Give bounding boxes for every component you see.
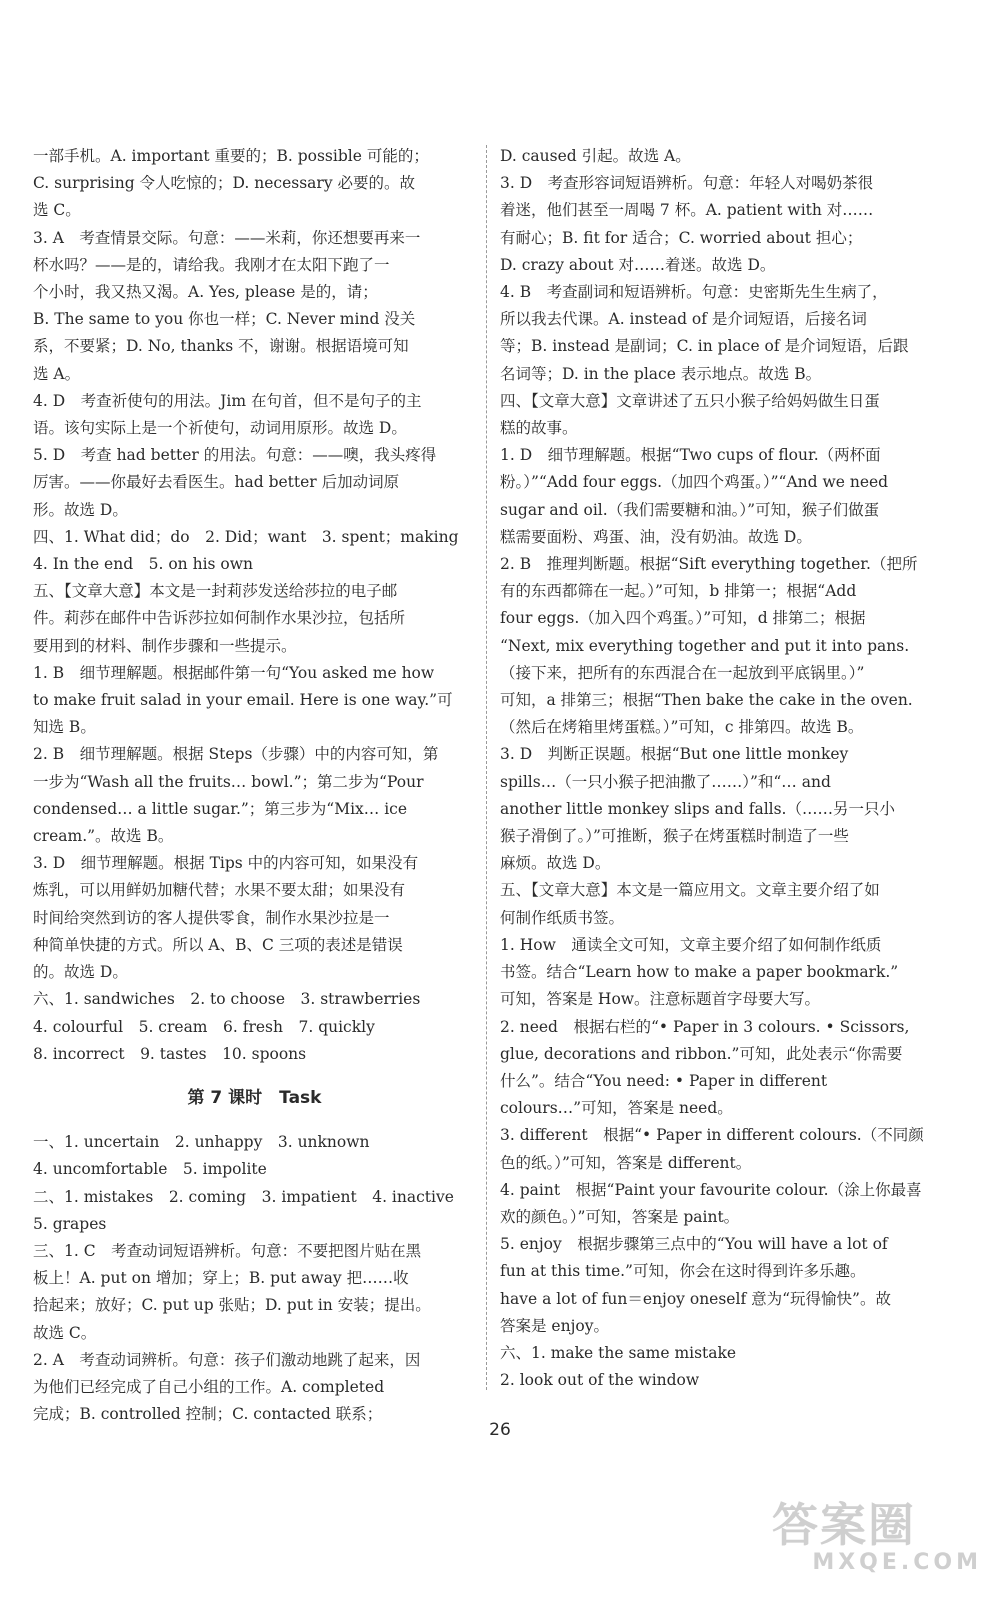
left-line: 要用到的材料、制作步骤和一些提示。 [33, 636, 297, 655]
right-line: D. crazy about 对……着迷。故选 D。 [500, 255, 776, 274]
right-line: “Next, mix everything together and put it into pans. [500, 636, 910, 655]
right-line: 着迷，他们甚至一周喝 7 杯。A. patient with 对…… [500, 201, 874, 220]
left-line: 3. A 考查情景交际。句意：——米莉，你还想要再来一 [33, 228, 421, 247]
right-line: colours…”可知，答案是 need。 [500, 1099, 733, 1118]
left-line: to make fruit salad in your email. Here is one way.”可 [33, 691, 453, 710]
left-line: 1. B 细节理解题。根据邮件第一句“You asked me how [33, 663, 435, 682]
right-line: 有耐心；B. fit for 适合；C. worried about 担心； [500, 228, 863, 247]
right-line: 五、【文章大意】本文是一篇应用文。文章主要介绍了如 [500, 881, 880, 900]
watermark-url: MXQE.COM [812, 1550, 982, 1575]
left-line: 5. D 考查 had better 的用法。句意：——噢，我头疼得 [33, 446, 437, 465]
right-line: 色的纸。）”可知，答案是 different。 [500, 1153, 752, 1172]
left-line: 件。莉莎在邮件中告诉莎拉如何制作水果沙拉，包括所 [33, 609, 406, 628]
site-watermark [772, 1498, 982, 1575]
left-line: 8. incorrect 9. tastes 10. spoons [33, 1044, 307, 1063]
right-line: 1. How 通读全文可知，文章主要介绍了如何制作纸质 [500, 935, 882, 954]
page-number: 26 [489, 1420, 511, 1440]
left-line: 知选 B。 [33, 718, 96, 737]
right-line: 粉。）”“Add four eggs.（加四个鸡蛋。）”“And we need [500, 473, 889, 492]
left-line: 一部手机。A. important 重要的；B. possible 可能的； [33, 147, 429, 165]
left-line: 三、1. C 考查动词短语辨析。句意：不要把图片贴在黑 [33, 1241, 422, 1260]
lesson-heading: 第 7 课时 Task [187, 1087, 322, 1108]
right-line: sugar and oil.（我们需要糖和油。）”可知，猴子们做蛋 [500, 500, 880, 519]
left-line: 五、【文章大意】本文是一封莉莎发送给莎拉的电子邮 [33, 582, 398, 601]
right-line: glue, decorations and ribbon.”可知，此处表示“你需要 [500, 1044, 903, 1063]
left-line: 一、1. uncertain 2. unhappy 3. unknown [33, 1133, 370, 1152]
right-line: 书签。结合“Learn how to make a paper bookmark.” [500, 963, 899, 982]
right-line: 答案是 enjoy。 [500, 1316, 609, 1335]
left-line: 的。故选 D。 [33, 963, 128, 982]
left-line: 炼乳，可以用鲜奶加糖代替；水果不要太甜；如果没有 [33, 881, 406, 900]
left-line: 故选 C。 [33, 1323, 97, 1342]
left-column [33, 143, 476, 1428]
right-line: 5. enjoy 根据步骤第三点中的“You will have a lot of [500, 1235, 888, 1254]
right-line: 3. D 判断正误题。根据“But one little monkey [500, 745, 849, 764]
left-line: 4. colourful 5. cream 6. fresh 7. quickly [33, 1017, 375, 1036]
right-line: 3. D 考查形容词短语辨析。句意：年轻人对喝奶茶很 [500, 174, 874, 193]
right-line: 什么”。结合“You need: • Paper in different [500, 1071, 828, 1090]
right-line: 等；B. instead 是副词；C. in place of 是介词短语，后跟 [500, 337, 909, 356]
right-line: spills…（一只小猴子把油撒了……）”和“… and [500, 772, 831, 791]
left-line: 4. In the end 5. on his own [33, 555, 253, 574]
right-line: 六、1. make the same mistake [500, 1343, 737, 1362]
right-line: 可知，答案是 How。注意标题首字母要大写。 [500, 990, 821, 1009]
right-line: 2. need 根据右栏的“• Paper in 3 colours. • Scissors, [500, 1017, 910, 1036]
left-line: 选 A。 [33, 364, 81, 383]
right-line: fun at this time.”可知，你会在这时得到许多乐趣。 [500, 1262, 866, 1281]
left-line: 选 C。 [33, 201, 81, 220]
right-line: 2. B 推理判断题。根据“Sift everything together.（把所 [500, 555, 918, 574]
right-line: 所以我去代课。A. instead of 是介词短语，后接名词 [500, 310, 867, 329]
left-line: 杯水吗？——是的，请给我。我刚才在太阳下跑了一 [33, 255, 390, 274]
left-line: 拾起来；放好；C. put up 张贴；D. put in 安装；提出。 [33, 1296, 431, 1315]
right-line: 欢的颜色。）”可知，答案是 paint。 [500, 1207, 740, 1226]
right-line: four eggs.（加入四个鸡蛋。）”可知，d 排第二；根据 [500, 609, 866, 628]
left-line: cream.”。故选 B。 [33, 827, 174, 846]
right-line: 可知，a 排第三；根据“Then bake the cake in the oven. [500, 691, 913, 710]
right-line: 有的东西都筛在一起。）”可知，b 排第一；根据“Add [500, 582, 857, 601]
right-line: 猴子滑倒了。）”可推断，猴子在烤蛋糕时制造了一些 [500, 827, 849, 846]
right-line: 4. B 考查副词和短语辨析。句意：史密斯先生生病了， [500, 283, 888, 302]
left-line: 完成；B. controlled 控制；C. contacted 联系； [33, 1405, 383, 1424]
right-line: D. caused 引起。故选 A。 [500, 147, 691, 165]
left-line: 5. grapes [33, 1214, 107, 1233]
left-line: 四、1. What did；do 2. Did；want 3. spent；making [33, 527, 459, 546]
right-line: another little monkey slips and falls.（……另一只小 [500, 799, 895, 818]
left-line: condensed… a little sugar.”；第三步为“Mix… ice [33, 799, 408, 818]
left-line: 为他们已经完成了自己小组的工作。A. completed [33, 1377, 385, 1396]
right-line: 四、【文章大意】文章讲述了五只小猴子给妈妈做生日蛋 [500, 391, 880, 410]
left-line: 3. D 细节理解题。根据 Tips 中的内容可知，如果没有 [33, 854, 419, 873]
left-line: 二、1. mistakes 2. coming 3. impatient 4. inactive [33, 1187, 454, 1206]
left-line: 个小时，我又热又渴。A. Yes, please 是的，请； [33, 283, 378, 302]
watermark-logo-text: 答案圈 [772, 1498, 916, 1552]
left-line: C. surprising 令人吃惊的；D. necessary 必要的。故 [33, 174, 416, 193]
right-line: 2. look out of the window [500, 1371, 700, 1390]
left-line: 六、1. sandwiches 2. to choose 3. strawberries [33, 990, 421, 1009]
right-line: 糕需要面粉、鸡蛋、油，没有奶油。故选 D。 [500, 527, 812, 546]
left-line: 厉害。——你最好去看医生。had better 后加动词原 [33, 473, 400, 492]
left-line: 时间给突然到访的客人提供零食，制作水果沙拉是一 [33, 908, 390, 927]
left-line: B. The same to you 你也一样；C. Never mind 没关 [33, 310, 416, 329]
left-line: 2. A 考查动词辨析。句意：孩子们激动地跳了起来，因 [33, 1350, 421, 1369]
left-line: 板上！A. put on 增加；穿上；B. put away 把……收 [33, 1269, 409, 1288]
left-line: 种简单快捷的方式。所以 A、B、C 三项的表述是错误 [33, 935, 403, 954]
right-line: 何制作纸质书签。 [500, 908, 625, 927]
right-line: have a lot of fun＝enjoy oneself 意为“玩得愉快”。故 [500, 1289, 891, 1308]
left-line: 2. B 细节理解题。根据 Steps（步骤）中的内容可知，第 [33, 745, 439, 764]
right-line: 名词等；D. in the place 表示地点。故选 B。 [500, 364, 822, 383]
right-line: 3. different 根据“• Paper in different colours.（不同颜 [500, 1126, 924, 1145]
right-line: 糕的故事。 [500, 419, 578, 438]
left-line: 4. uncomfortable 5. impolite [33, 1160, 267, 1179]
right-line: （接下来，把所有的东西混合在一起放到平底锅里。）” [500, 663, 865, 682]
left-line: 4. D 考查祈使句的用法。Jim 在句首，但不是句子的主 [33, 391, 422, 410]
left-line: 形。故选 D。 [33, 500, 128, 519]
right-line: 1. D 细节理解题。根据“Two cups of flour.（两杯面 [500, 446, 881, 465]
left-line: 语。该句实际上是一个祈使句，动词用原形。故选 D。 [33, 419, 407, 438]
right-line: （然后在烤箱里烤蛋糕。）”可知，c 排第四。故选 B。 [500, 718, 864, 737]
right-column [500, 143, 943, 1394]
left-line: 系，不要紧；D. No, thanks 不，谢谢。根据语境可知 [33, 337, 409, 356]
column-divider [486, 145, 487, 1390]
right-line: 4. paint 根据“Paint your favourite colour.（涂上你最喜 [500, 1180, 922, 1199]
left-line: 一步为“Wash all the fruits… bowl.”；第二步为“Pour [33, 772, 424, 791]
right-line: 麻烦。故选 D。 [500, 854, 611, 873]
